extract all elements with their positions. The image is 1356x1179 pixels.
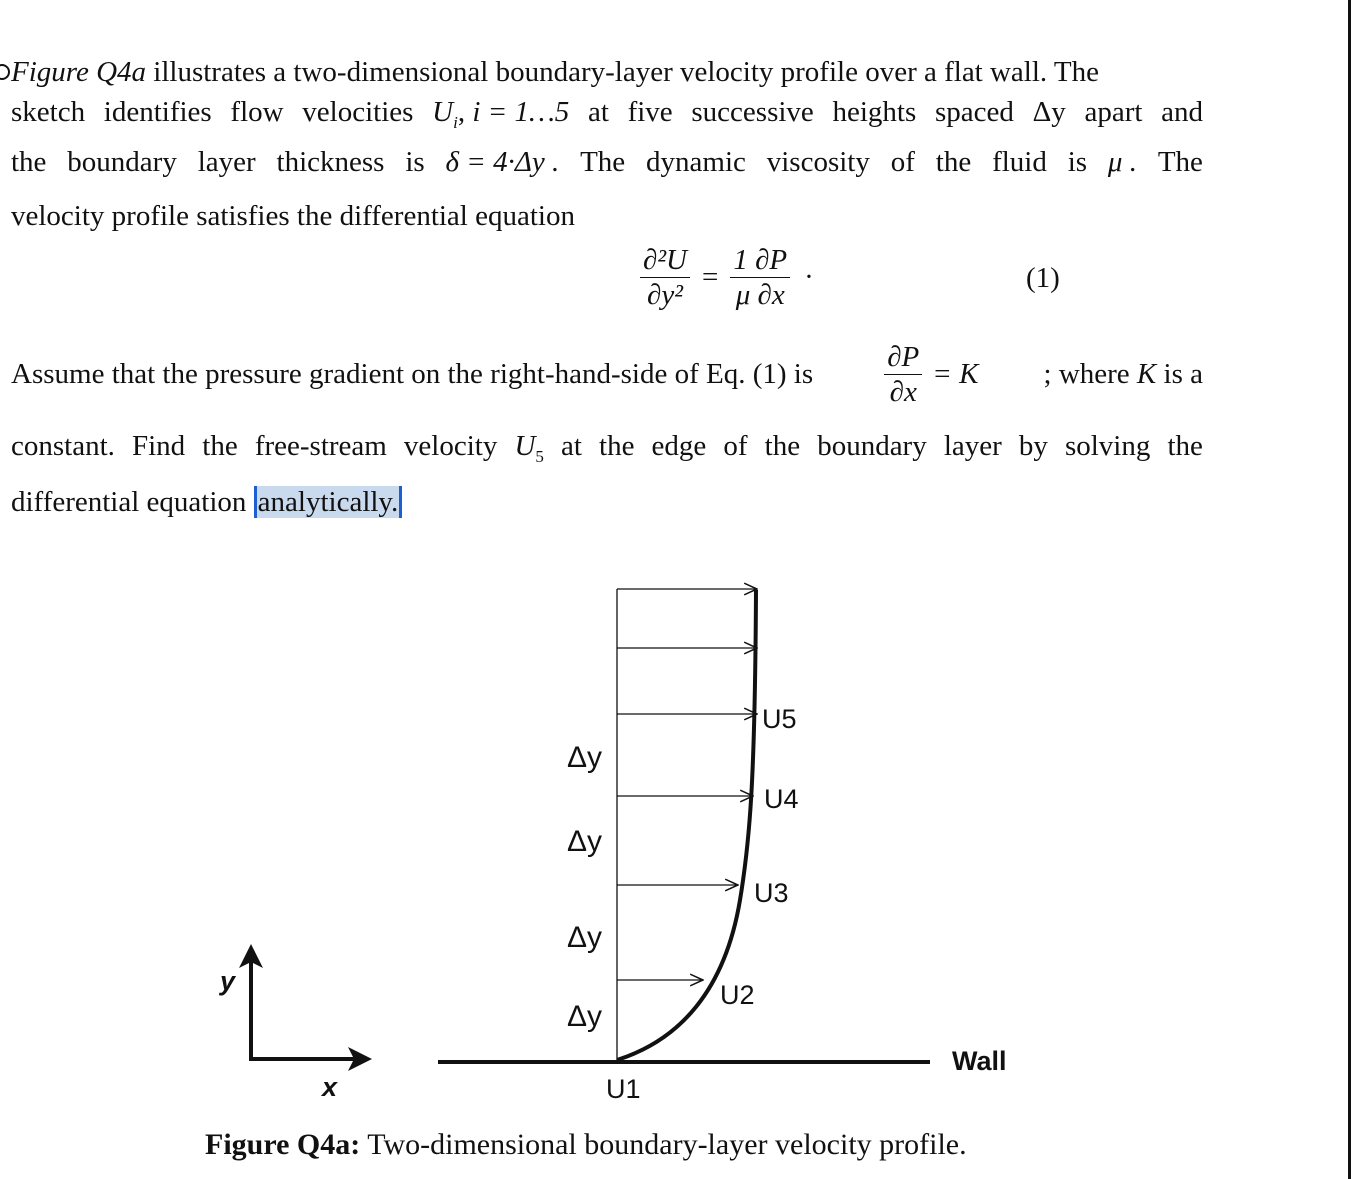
velocity-profile-curve [617,590,756,1060]
equation-label: (1) [1026,262,1060,294]
figure-reference: Figure Q4a [11,56,147,88]
label-delta-y: Δy [567,741,603,774]
thickness-equation: δ = 4·Δy . [445,146,560,178]
selected-text[interactable]: analytically. [254,486,403,518]
velocity-symbol-u5: $U_5$ [514,430,544,466]
label-u3: U3 [754,878,789,908]
velocity-symbol-ui: $U_i$, i = 1…5 [432,96,570,132]
y-axis-label: y [220,966,236,996]
viscosity-symbol: μ . [1107,146,1137,178]
delta-y-symbol: Δy [1032,96,1066,128]
label-u1: U1 [606,1074,641,1104]
label-delta-y: Δy [567,921,603,954]
paragraph-line-7: differential equation analytically. [11,480,1203,524]
wall-label: Wall [952,1046,1007,1076]
label-u2: U2 [720,980,755,1010]
paragraph-line-6: constant. Find the free-stream velocity $U_5$ at the edge of the boundary layer by solving the [11,424,1203,468]
label-u5: U5 [762,704,797,734]
figure-caption: Figure Q4a: Two-dimensional boundary-layer velocity profile. [205,1128,967,1161]
page-right-edge [1348,0,1351,1179]
paragraph-line-5: Assume that the pressure gradient on the right-hand-side of Eq. (1) is $\frac{\partial P}{\partial x}$ = K ; where K is a [11,340,1203,408]
paragraph-line-4: velocity profile satisfies the differential equation [11,200,575,232]
x-axis-label: x [322,1072,338,1102]
label-delta-y: Δy [567,1000,603,1033]
paragraph-line-3: the boundary layer thickness is δ = 4·Δy . The dynamic viscosity of the fluid is μ . The [11,140,1203,184]
equation-1: $\frac{\text{∂²U}}{\text{∂y²}}$ = $\frac{1 \partial P}{\mu \partial x}$ · [634,243,814,312]
list-bullet [0,64,10,80]
paragraph-line-2: sketch identifies flow velocities $U_i$, i = 1…5 at five successive heights spaced Δy apart and [11,90,1203,134]
paragraph-line-1: Figure Q4a illustrates a two-dimensional boundary-layer velocity profile over a flat wall. The [11,56,1099,88]
label-delta-y: Δy [567,825,603,858]
label-u4: U4 [764,784,799,814]
